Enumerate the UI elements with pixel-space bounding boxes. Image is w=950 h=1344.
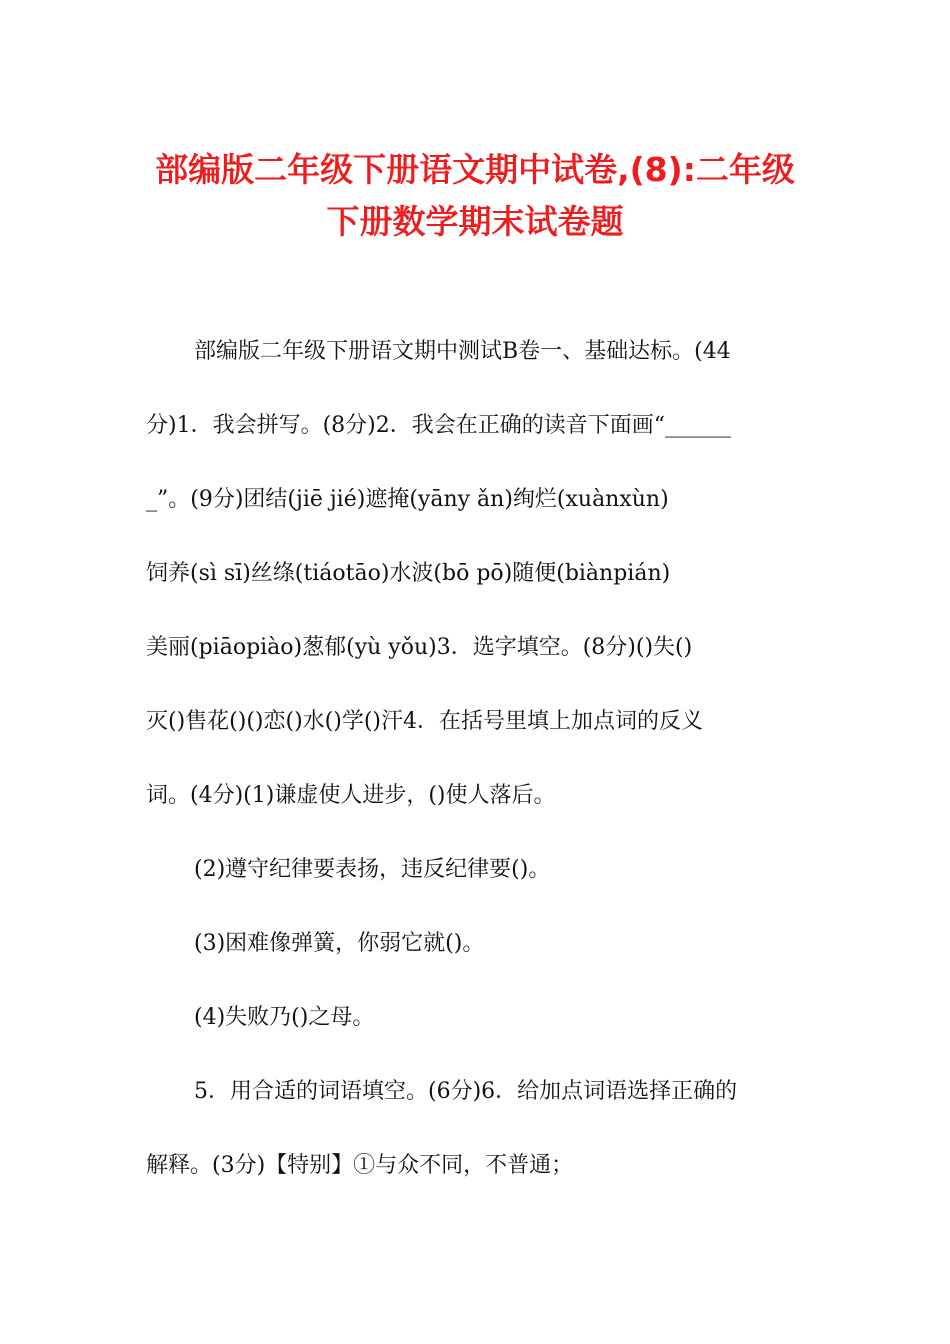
body-line-10: (4)失败乃()之母。	[194, 1005, 375, 1030]
document-title	[120, 144, 830, 248]
title-line-2: 下册数学期末试卷题	[326, 202, 624, 241]
body-line-12: 解释。(3分)【特别】①与众不同，不普通；	[146, 1153, 574, 1178]
body-line-3: _”。(9分)团结(jiē jié)遮掩(yāny ǎn)绚烂(xuànxùn)	[146, 487, 669, 512]
body-line-1: 部编版二年级下册语文期中测试B卷一、基础达标。(44	[194, 339, 731, 364]
body-line-9: (3)困难像弹簧，你弱它就()。	[194, 931, 485, 956]
body-line-5: 美丽(piāopiào)葱郁(yù yǒu)3．选字填空。(8分)()失()	[146, 635, 693, 660]
body-line-6: 灭()售花()()恋()水()学()汗4．在括号里填上加点词的反义	[146, 709, 703, 734]
body-line-4: 饲养(sì sī)丝绦(tiáotāo)水波(bō pō)随便(biànpián)	[146, 561, 671, 586]
body-line-2: 分)1．我会拼写。(8分)2．我会在正确的读音下面画“______	[146, 413, 731, 438]
title-line-1: 部编版二年级下册语文期中试卷,(8):二年级	[155, 150, 795, 189]
body-line-11: 5．用合适的词语填空。(6分)6．给加点词语选择正确的	[194, 1079, 738, 1104]
body-line-8: (2)遵守纪律要表扬，违反纪律要()。	[194, 857, 551, 882]
body-line-7: 词。(4分)(1)谦虚使人进步，()使人落后。	[146, 783, 556, 808]
